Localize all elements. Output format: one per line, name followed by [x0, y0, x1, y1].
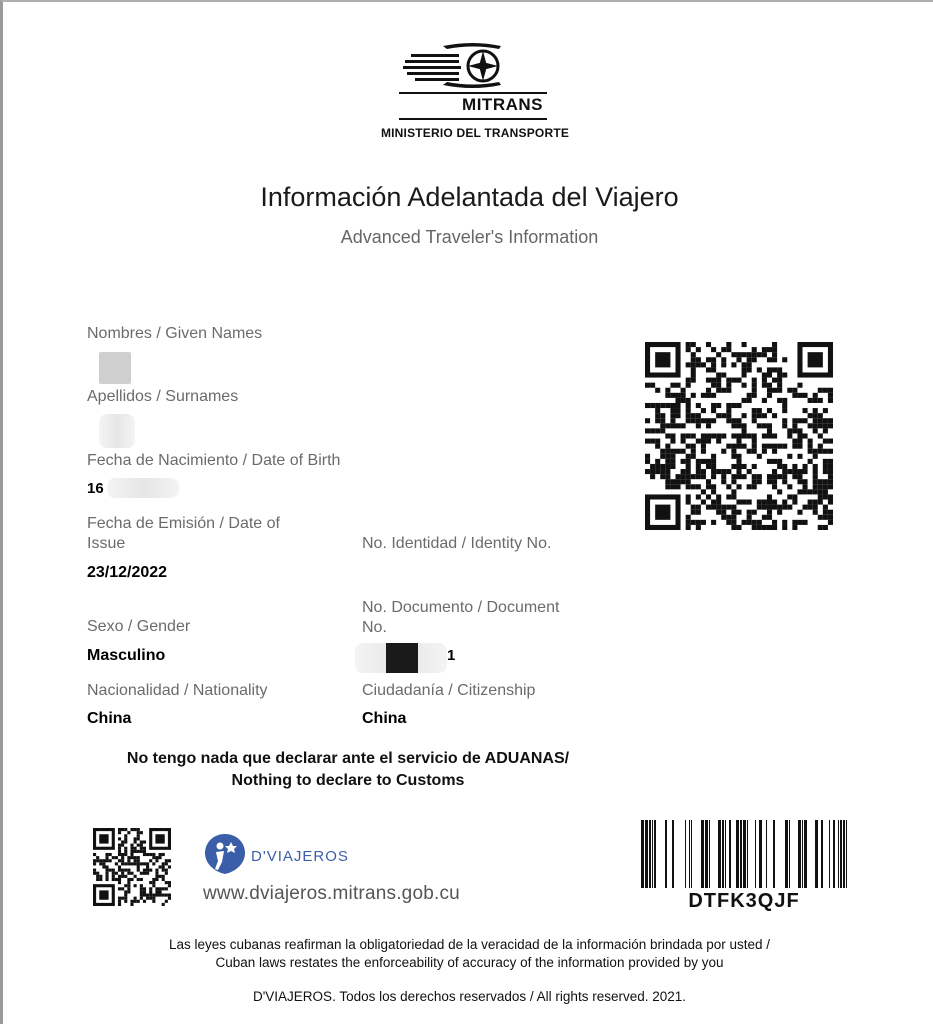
declaration-line1: No tengo nada que declarar ante el servicio de ADUANAS/: [126, 750, 570, 767]
barcode-icon: [641, 820, 847, 888]
given-names-redacted: [99, 352, 131, 384]
barcode-code: DTFK3QJF: [688, 890, 800, 912]
small-qr-code-icon: [93, 828, 173, 906]
dob-redacted: [107, 478, 179, 498]
document-label-line1: No. Documento / Document: [362, 599, 560, 616]
issue-label-line2: Issue: [87, 535, 126, 552]
surnames-label: Apellidos / Surnames: [87, 388, 239, 405]
document-value: 1: [447, 647, 456, 664]
declaration-line2: Nothing to declare to Customs: [231, 772, 465, 789]
qr-code-icon: [645, 342, 845, 530]
dob-value: 16: [87, 480, 104, 497]
legal-line1: Las leyes cubanas reafirman la obligatoriedad de la veracidad de la información brindada por usted /: [168, 937, 771, 952]
citizenship-label: Ciudadanía / Citizenship: [362, 682, 536, 699]
ministry-name: MINISTERIO DEL TRANSPORTE: [380, 126, 570, 140]
nationality-label: Nacionalidad / Nationality: [87, 682, 268, 699]
website-link[interactable]: www.dviajeros.mitrans.gob.cu: [203, 883, 460, 904]
citizenship-value: China: [362, 710, 407, 727]
document-label: [362, 598, 559, 638]
document-label-line2: No.: [362, 619, 387, 636]
issue-label: [87, 514, 280, 554]
surnames-redacted: [99, 414, 135, 448]
mitrans-logo: [403, 40, 513, 90]
legal-line2: Cuban laws restates the enforceability of accuracy of the information provided by you: [215, 955, 724, 970]
dob-label: Fecha de Nacimiento / Date of Birth: [87, 452, 341, 469]
legal-notice: [3, 936, 933, 972]
logo-wordmark: [399, 92, 547, 120]
page-title: Información Adelantada del Viajero: [260, 182, 679, 212]
rights-notice: D'VIAJEROS. Todos los derechos reservados / All rights reserved. 2021.: [252, 989, 687, 1004]
customs-declaration: [3, 748, 693, 792]
document-redacted-block: [386, 643, 418, 673]
logo-text: MITRANS: [462, 95, 543, 114]
nationality-value: China: [87, 710, 132, 727]
dviajeros-logo: [203, 832, 247, 876]
issue-value: 23/12/2022: [87, 564, 168, 581]
given-names-label: Nombres / Given Names: [87, 325, 263, 342]
issue-label-line1: Fecha de Emisión / Date of: [87, 515, 280, 532]
gender-label: Sexo / Gender: [87, 618, 191, 635]
identity-label: No. Identidad / Identity No.: [362, 535, 552, 552]
page-subtitle: Advanced Traveler's Information: [340, 227, 599, 247]
gender-value: Masculino: [87, 647, 166, 664]
brand-name: D'VIAJEROS: [251, 848, 349, 865]
